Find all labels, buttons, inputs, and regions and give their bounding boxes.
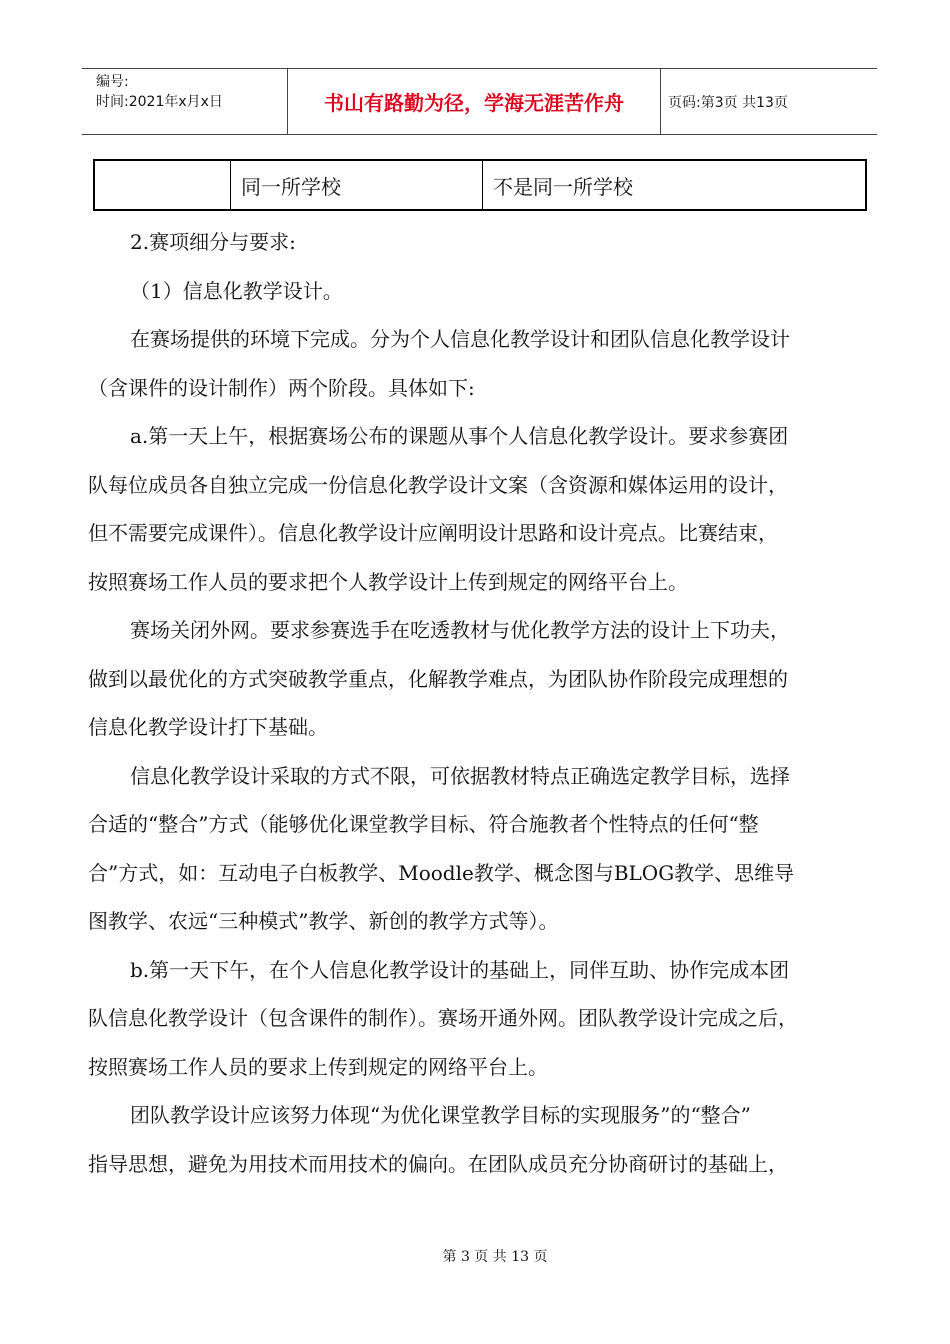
paragraph-line: 在赛场提供的环境下完成。分为个人信息化教学设计和团队信息化教学设计: [130, 327, 790, 351]
paragraph-line: 队每位成员各自独立完成一份信息化教学设计文案（含资源和媒体运用的设计，: [88, 472, 788, 497]
page-footer: 第 3 页 共 13 页: [442, 1249, 548, 1265]
table-cell: [95, 161, 231, 209]
number-label: 编号:: [96, 74, 129, 90]
header-meta: [96, 72, 223, 112]
paragraph-line: b.第一天下午，在个人信息化教学设计的基础上，同伴互助、协作完成本团: [130, 957, 790, 982]
page-info: 页码:第3页 共13页: [668, 94, 788, 111]
table-cell: 不是同一所学校: [493, 174, 633, 199]
paragraph-line: a.第一天上午，根据赛场公布的课题从事个人信息化教学设计。要求参赛团: [130, 424, 789, 448]
paragraph-line: 团队教学设计应该努力体现“为优化课堂教学目标的实现服务”的“整合”: [130, 1103, 751, 1127]
paragraph-line: 合适的“整合”方式（能够优化课堂教学目标、符合施教者个性特点的任何“整: [88, 812, 759, 836]
paragraph-line: 按照赛场工作人员的要求上传到规定的网络平台上。: [88, 1054, 548, 1079]
paragraph-line: 队信息化教学设计（包含课件的制作）。赛场开通外网。团队教学设计完成之后，: [88, 1006, 798, 1030]
paragraph-line: 图教学、农远“三种模式”教学、新创的教学方式等）。: [88, 909, 559, 933]
page-header: [82, 68, 877, 135]
paragraph-line: 但不需要完成课件）。信息化教学设计应阐明设计思路和设计亮点。比赛结束，: [88, 521, 778, 545]
paragraph-line: 指导思想，避免为用技术而用技术的偏向。在团队成员充分协商研讨的基础上，: [88, 1151, 788, 1176]
paragraph-line: （含课件的设计制作）两个阶段。具体如下:: [88, 375, 475, 400]
comparison-table: [93, 159, 867, 211]
paragraph-line: 按照赛场工作人员的要求把个人教学设计上传到规定的网络平台上。: [88, 569, 688, 594]
subsection-heading: （1）信息化教学设计。: [130, 278, 343, 303]
time-label: 时间:2021年x月x日: [96, 94, 223, 110]
body-text: [88, 218, 878, 1188]
paragraph-line: 信息化教学设计打下基础。: [88, 715, 328, 739]
paragraph-line: 赛场关闭外网。要求参赛选手在吃透教材与优化教学方法的设计上下功夫，: [130, 618, 790, 642]
header-divider: [660, 68, 661, 135]
paragraph-line: 信息化教学设计采取的方式不限，可依据教材特点正确选定教学目标，选择: [130, 763, 790, 788]
header-motto: 书山有路勤为径，学海无涯苦作舟: [324, 91, 624, 115]
paragraph-line: 合”方式，如：互动电子白板教学、Moodle教学、概念图与BLOG教学、思维导: [88, 860, 795, 885]
section-heading: 2.赛项细分与要求:: [130, 230, 296, 254]
paragraph-line: 做到以最优化的方式突破教学重点，化解教学难点，为团队协作阶段完成理想的: [88, 666, 788, 691]
table-cell: 同一所学校: [231, 161, 483, 209]
